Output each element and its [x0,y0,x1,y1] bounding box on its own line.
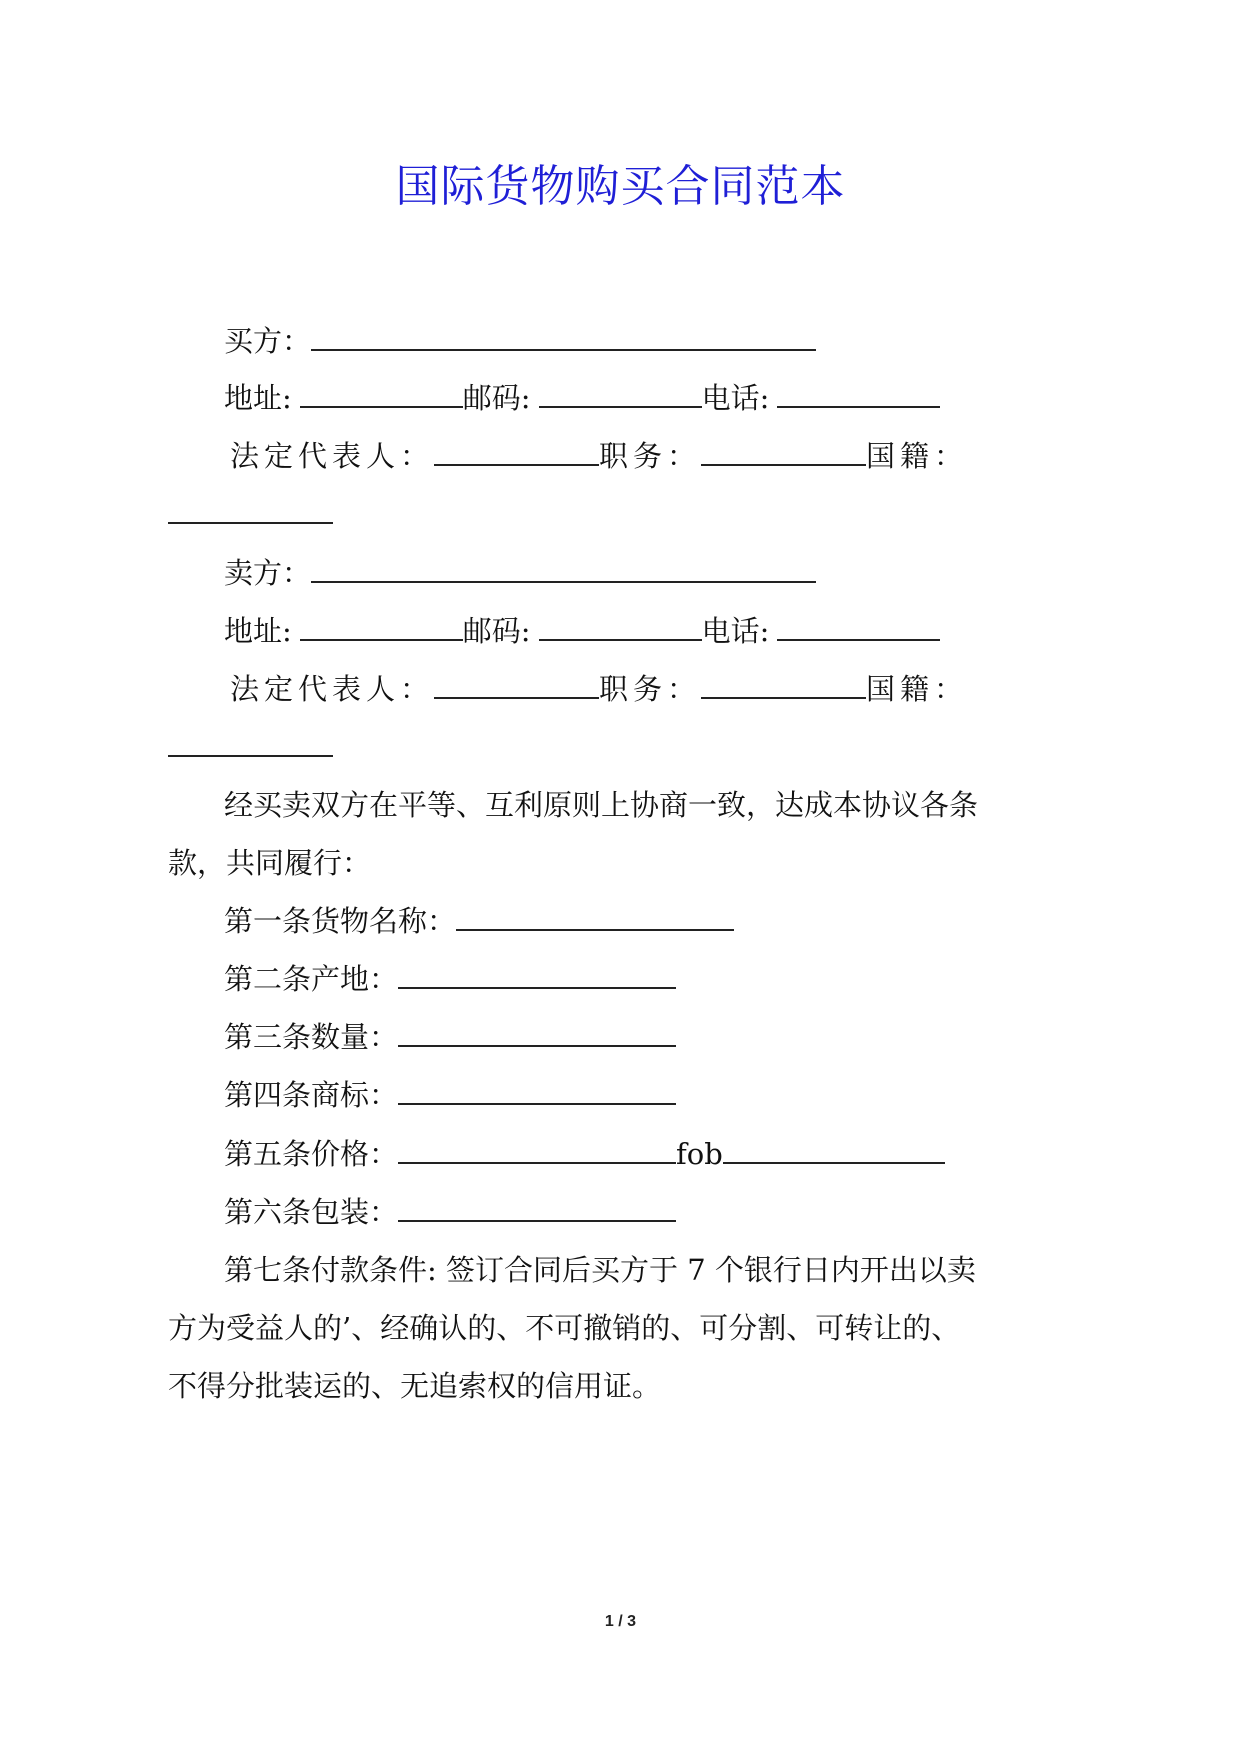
buyer-phone-blank [777,384,940,408]
article-2 [224,959,676,999]
seller-zip-blank [539,617,702,641]
seller-address-label: 地址: [224,614,292,648]
seller-position-blank [701,675,866,699]
preamble-line-1: 经买卖双方在平等、互利原则上协商一致，达成本协议各条 [224,788,979,822]
article-4-blank [398,1081,676,1105]
buyer-address-line [224,378,940,418]
buyer-zip-blank [539,384,702,408]
article-3-label: 第三条数量： [224,1020,399,1054]
article-1-blank [456,907,734,931]
seller-nationality-line [168,727,333,767]
seller-nationality-label: 国籍： [866,672,969,706]
buyer-address-blank [300,384,463,408]
article-3 [224,1017,676,1057]
seller-position-label: 职务： [599,672,702,706]
article-2-blank [398,965,676,989]
article-5-price-blank [398,1140,676,1164]
buyer-blank [311,327,816,351]
article-6 [224,1192,676,1232]
buyer-label: 买方： [224,324,312,358]
document-title: 国际货物购买合同范本 [395,161,846,212]
article-3-blank [398,1023,676,1047]
buyer-position-label: 职务： [599,439,702,473]
buyer-position-blank [701,442,866,466]
buyer-nationality-blank [168,500,333,524]
buyer-rep-line [230,436,968,476]
buyer-line [224,321,816,361]
article-1 [224,901,734,941]
article-5-label: 第五条价格： [224,1137,399,1171]
buyer-address-label: 地址: [224,381,292,415]
article-5 [224,1134,945,1174]
article-7-line-3: 不得分批装运的、无追索权的信用证。 [168,1369,662,1403]
seller-rep-blank [434,675,599,699]
article-6-label: 第六条包装： [224,1195,399,1229]
article-2-label: 第二条产地： [224,962,399,996]
article-7-line-1: 第七条付款条件: 签订合同后买方于 7 个银行日内开出以卖 [224,1253,976,1287]
page-number: 1 / 3 [604,1613,637,1630]
article-4 [224,1075,676,1115]
article-1-label: 第一条货物名称： [224,904,457,938]
seller-address-line [224,611,940,651]
buyer-zip-label: 邮码: [462,381,531,415]
seller-phone-label: 电话: [701,614,770,648]
seller-zip-label: 邮码: [462,614,531,648]
article-6-blank [398,1198,676,1222]
buyer-phone-label: 电话: [701,381,770,415]
seller-nationality-blank [168,733,333,757]
preamble-line-2: 款，共同履行： [168,846,372,880]
buyer-nationality-line [168,494,333,534]
seller-phone-blank [777,617,940,641]
buyer-rep-label: 法定代表人： [230,439,435,473]
article-5-fob: fob [676,1137,723,1171]
article-4-label: 第四条商标： [224,1078,399,1112]
seller-label: 卖方： [224,556,312,590]
article-7-line-2: 方为受益人的’、经确认的、不可撤销的、可分割、可转让的、 [168,1311,961,1345]
seller-address-blank [300,617,463,641]
buyer-nationality-label: 国籍： [866,439,969,473]
buyer-rep-blank [434,442,599,466]
seller-rep-label: 法定代表人： [230,672,435,706]
seller-rep-line [230,669,968,709]
seller-line [224,553,816,593]
seller-blank [311,559,816,583]
article-5-fob-blank [723,1140,945,1164]
